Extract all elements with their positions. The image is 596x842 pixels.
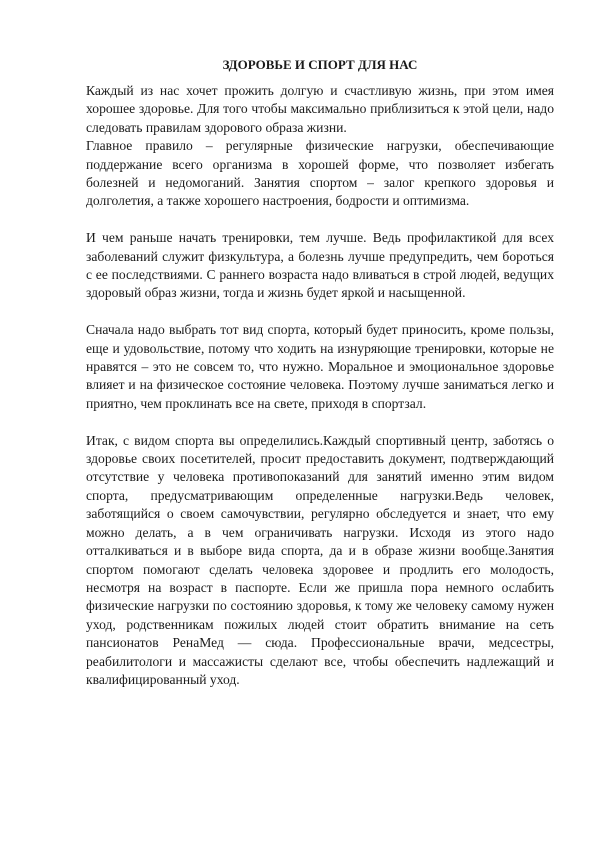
paragraph-early-training: И чем раньше начать тренировки, тем лучше. Ведь профилактикой для всех заболеваний служит физкультура, а болезнь лучше предупредить, чем бороться с ее последствиями. С раннего возраста надо вливаться в строй людей, ведущих здоровый образ жизни, тогда и жизнь будет яркой и насыщенной. [86, 230, 554, 301]
paragraph-main-rule: Главное правило – регулярные физические нагрузки, обеспечивающие поддержание всего организма в хорошей форме, что позволяет избегать болезней и недомоганий. Занятия спортом – залог крепкого здоровья и долголетия, а также хорошего настроения, бодрости и оптимизма. [86, 138, 554, 209]
paragraph-sport-center: Итак, с видом спорта вы определились.Каждый спортивный центр, заботясь о здоровье своих посетителей, просит предоставить документ, подтверждающий отсутствие у человека противопоказаний для занятий именно этим видом спорта, предусматривающим определенные нагрузки.Ведь человек, заботящийся о своем самочувствии, регулярно обследуется и знает, что ему можно делать, а в чем ограничивать нагрузки. Исходя из этого надо отталкиваться и в выборе вида спорта, да и в образе жизни вообще.Занятия спортом помогают сделать человека здоровее и продлить его молодость, несмотря на возраст в паспорте. Если же пришла пора немного ослабить физические нагрузки по состоянию здоровья, к тому же человеку самому нужен уход, родственникам пожилых людей стоит обратить внимание на сеть пансионатов РенаМед — сюда. Профессиональные врачи, медсестры, реабилитологи и массажисты сделают все, чтобы обеспечить надлежащий и квалифицированный уход. [86, 432, 554, 687]
paragraph-spacer [86, 303, 554, 321]
paragraph-spacer [86, 413, 554, 431]
paragraph-choose-sport: Сначала надо выбрать тот вид спорта, который будет приносить, кроме пользы, еще и удовольствие, потому что ходить на изнуряющие тренировки, которые не нравятся – это не совсем то, что нужно. Моральное и эмоциональное здоровье влияет и на физическое состояние человека. Поэтому лучше заниматься легко и приятно, чем проклинать все на свете, приходя в спортзал. [86, 322, 554, 411]
document-title: ЗДОРОВЬЕ И СПОРТ ДЛЯ НАС [222, 57, 418, 72]
document-page [86, 56, 554, 689]
paragraph-spacer [86, 211, 554, 229]
paragraph-intro: Каждый из нас хочет прожить долгую и счастливую жизнь, при этом имея хорошее здоровье. Для того чтобы максимально приблизиться к этой цели, надо следовать правилам здорового образа жизни. [86, 83, 554, 135]
